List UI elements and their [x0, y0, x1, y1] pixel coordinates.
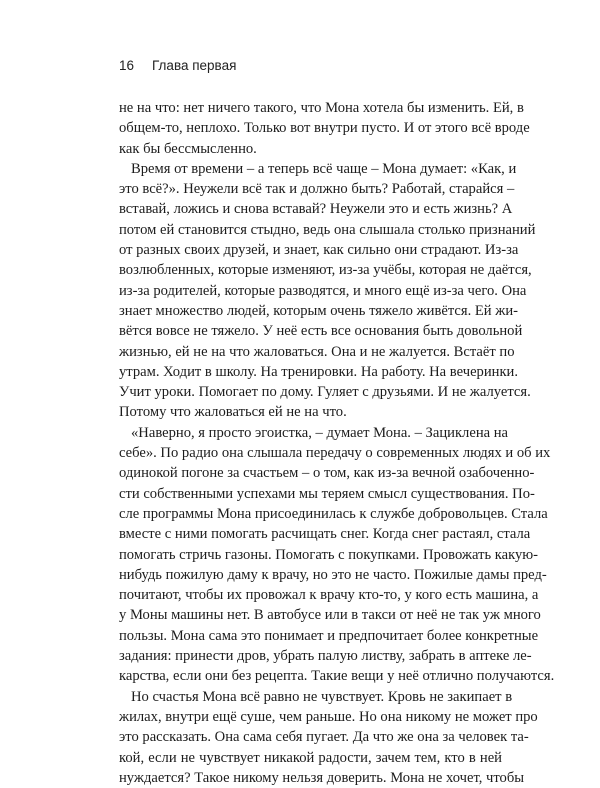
- running-header: [119, 58, 236, 73]
- text-line: вётся вовсе не тяжело. У неё есть все основания быть довольной: [119, 323, 523, 340]
- text-line: карства, если они без рецепта. Такие вещи у неё отлично получаются.: [119, 668, 555, 685]
- text-line: Но счастья Мона всё равно не чувствует. Кровь не закипает в: [131, 688, 513, 705]
- paragraph: [119, 98, 530, 159]
- text-line: пользы. Мона сама это понимает и предпочитает более конкретные: [119, 627, 539, 644]
- text-line: вместе с ними помогать расчищать снег. Когда снег растаял, стала: [119, 526, 531, 543]
- text-line: не на что: нет ничего такого, что Мона хотела бы изменить. Ей, в: [119, 100, 524, 116]
- text-line: общем-то, неплохо. Только вот внутри пусто. И от этого всё вроде: [119, 120, 530, 137]
- page-number: 16: [119, 58, 135, 73]
- text-line: Потому что жаловаться ей не на что.: [119, 404, 347, 421]
- text-line: у Моны машины нет. В автобусе или в такси от неё не так уж много: [119, 607, 541, 624]
- text-line: почитают, чтобы их провожал к врачу кто-то, у кого есть машина, а: [119, 587, 539, 604]
- paragraph: [119, 687, 538, 788]
- text-line: жизнью, ей не на что жаловаться. Она и не жалуется. Встаёт по: [119, 343, 515, 360]
- text-line: вставай, ложись и снова вставай? Неужели это и есть жизнь? А: [119, 201, 513, 218]
- text-line: нибудь пожилую даму к врачу, но это не часто. Пожилые дамы пред-: [119, 566, 547, 583]
- text-line: «Наверно, я просто эгоистка, – думает Мона. – Зациклена на: [131, 424, 509, 441]
- text-line: жилах, внутри ещё суше, чем раньше. Но она никому не может про: [119, 708, 538, 725]
- text-line: кой, если не чувствует никакой радости, зачем тем, кто в ней: [119, 749, 502, 766]
- body-text: [119, 98, 555, 788]
- paragraph: [119, 159, 536, 423]
- text-line: возлюбленных, которые изменяют, из-за учёбы, которая не даётся,: [119, 262, 532, 279]
- text-line: задания: принести дров, убрать палую листву, забрать в аптеке ле-: [119, 648, 532, 665]
- text-line: от разных своих друзей, и знает, как сильно они страдают. Из-за: [119, 242, 519, 259]
- text-line: Учит уроки. Помогает по дому. Гуляет с друзьями. И не жалуется.: [119, 384, 531, 401]
- chapter-title: Глава первая: [152, 58, 237, 73]
- text-line: сти собственными успехами мы теряем смысл существования. По-: [119, 485, 535, 502]
- text-line: это всё?». Неужели всё так и должно быть? Работай, старайся –: [119, 181, 515, 198]
- text-line: утрам. Ходит в школу. На тренировки. На работу. На вечеринки.: [119, 363, 519, 380]
- text-line: сле программы Мона присоединилась к службе добровольцев. Стала: [119, 505, 548, 522]
- text-line: одинокой погоне за счастьем – о том, как из-за вечной озабоченно-: [119, 465, 535, 482]
- text-line: знает множество людей, которым очень тяжело живётся. Ей жи-: [119, 302, 519, 319]
- text-line: нуждается? Такое никому нельзя доверить. Мона не хочет, чтобы: [119, 769, 525, 786]
- paragraph: [119, 423, 555, 687]
- text-line: себе». По радио она слышала передачу о современных людях и об их: [119, 445, 551, 462]
- text-line: помогать стричь газоны. Помогать с покупками. Провожать какую-: [119, 546, 539, 563]
- text-line: потом ей становится стыдно, ведь она слышала столько признаний: [119, 221, 536, 238]
- text-line: это рассказать. Она сама себя пугает. Да что же она за человек та-: [119, 729, 529, 746]
- text-line: как бы бессмысленно.: [119, 140, 257, 157]
- text-line: из-за родителей, которые разводятся, и много ещё из-за чего. Она: [119, 282, 527, 299]
- text-line: Время от времени – а теперь всё чаще – Мона думает: «Как, и: [131, 160, 517, 177]
